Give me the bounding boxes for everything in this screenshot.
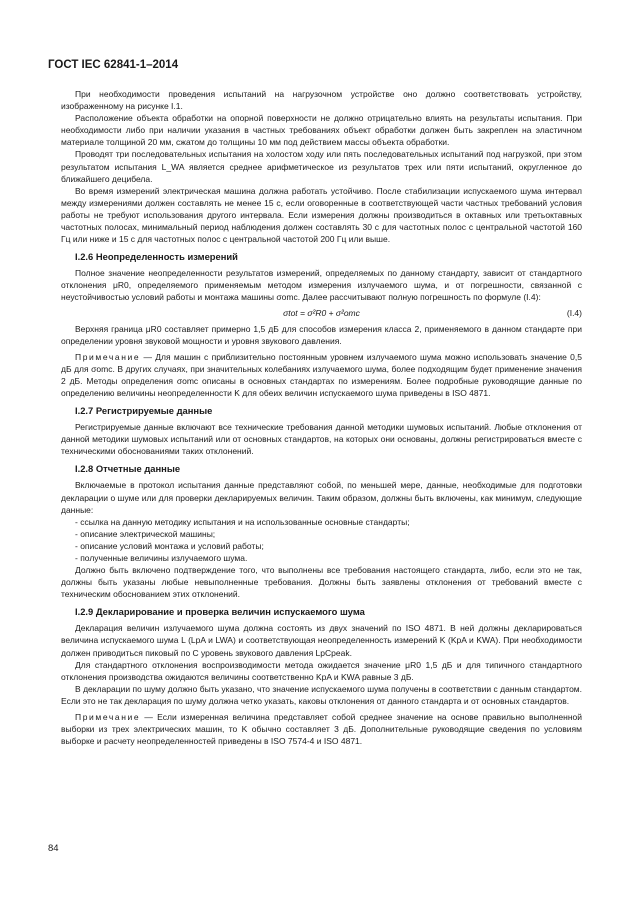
note-label: Примечание <box>75 712 141 723</box>
paragraph: Декларация величин излучаемого шума должна состоять из двух значений по ISO 4871. В ней должны декларироваться величина испускаемого шума L (LpA и LWA) и соответствующая неопределенность измерений K (KpA и KWA). При необходимости должен приводиться пиковый по C уровень звукового давления LpCpeak. <box>61 623 582 658</box>
paragraph: При необходимости проведения испытаний на нагрузочном устройстве оно должно соответствовать устройству, изображенному на рисунке I.1. <box>61 89 582 112</box>
section-heading-i27: I.2.7 Регистрируемые данные <box>75 405 213 417</box>
paragraph: Включаемые в протокол испытания данные представляют собой, по меньшей мере, данные, необходимые для подготовки декларации о шуме или для проверки декларируемых величин. Таким образом, должны быть включены, как минимум, следующие данные: <box>61 480 582 515</box>
paragraph: Должно быть включено подтверждение того, что выполнены все требования настоящего стандарта, либо, если это не так, должны быть указаны любые невыполненные требования. Должны быть заявлены отклонения от требований вместе с техническим обоснованием этих отклонений. <box>61 565 582 600</box>
paragraph: Верхняя граница μR0 составляет примерно 1,5 дБ для способов измерения класса 2, применяемого в данном стандарте при определении уровня звуковой мощности и уровня звукового давления. <box>61 323 582 346</box>
list-item: - ссылка на данную методику испытания и на использованные основные стандарты; <box>75 516 410 527</box>
note <box>61 711 582 747</box>
paragraph: Во время измерений электрическая машина должна работать устойчиво. После стабилизации испускаемого шума интервал между измерениями должен составлять не менее 15 с, если оговоренные в соответствующей части частных требований условия работы не требуют использования другого интервала. Если измерения должны производиться в октавных или третьоктавных частотных полосах, минимальный период наблюдения должен составлять 30 с для частотных полос с центральной частотой 160 Гц или ниже и 15 с для частотных полос с центральной частотой 200 Гц или выше. <box>61 185 582 245</box>
paragraph: Регистрируемые данные включают все технические требования данной методики шумовых испытаний. Любые отклонения от данной методики шумовых испытаний или от основных стандартов, на которых они основаны, должны регистрироваться вместе с техническими обоснованиями таких отклонений. <box>61 422 582 457</box>
paragraph: Для стандартного отклонения воспроизводимости метода ожидается значение μR0 1,5 дБ и для типичного стандартного отклонения производства ожидаются величины соответственно KpA и KWA равные 3 дБ. <box>61 659 582 682</box>
note <box>61 351 582 399</box>
page-body <box>61 88 582 747</box>
document-header: ГОСТ IEC 62841-1–2014 <box>48 59 179 71</box>
note-label: Примечание <box>75 351 141 362</box>
formula-number: (I.4) <box>566 307 582 318</box>
list-item: - полученные величины излучаемого шума. <box>75 553 248 563</box>
formula-i4 <box>61 307 582 319</box>
paragraph: В декларации по шуму должно быть указано, что значение испускаемого шума получены в соответствии с данным стандартом. Если это не так декларация по шуму должна четко указать, каковы отклонения от данного стандарта и от основных стандартов. <box>61 683 582 706</box>
paragraph: Полное значение неопределенности результатов измерений, определяемых по данному стандарту, зависит от стандартного отклонения μR0, определяемого применяемым методом измерения излучаемого шума, и от погрешности, связанной с неустойчивостью условий работы и монтажа машины σomc. Далее рассчитывают полную погрешность по формуле (I.4): <box>61 268 582 303</box>
paragraph: Расположение объекта обработки на опорной поверхности не должно отрицательно влиять на результаты испытания. При необходимости либо при наличии указания в частных требованиях объект обработки должен быть закреплен на эластичном материале толщиной 20 мм, сжатом до толщины 10 мм под действием массы объекта обработки. <box>61 113 582 148</box>
formula-expression: σtot = σ²R0 + σ²omc <box>283 307 360 318</box>
page-number: 84 <box>48 843 59 854</box>
section-heading-i28: I.2.8 Отчетные данные <box>75 463 181 475</box>
note-text: — Для машин с приблизительно постоянным уровнем излучаемого шума можно использовать значение 0,5 дБ для σomc. В других случаях, при значительных колебаниях излучаемого шума, более подходящим будет применение значения 2 дБ. Методы определения σomc описаны в основных стандартах по измерениям. Более подробные руководящие данные по определению величины неопределенности K для обеих величин испускаемого шума приведены в ISO 4871. <box>61 351 582 399</box>
paragraph: Проводят три последовательных испытания на холостом ходу или пять последовательных испытаний под нагрузкой, при этом результатом испытания L_WA является среднее арифметическое из результатов трех или пяти испытаний, округленное до ближайшего децибела. <box>61 149 582 184</box>
list-item: - описание электрической машины; <box>75 528 216 539</box>
section-heading-i29: I.2.9 Декларирование и проверка величин испускаемого шума <box>75 606 365 618</box>
note-text: — Если измеренная величина представляет собой среднее значение на основе правильно выполненной выборки из трех электрических машин, то K обычно составляет 3 дБ. Дополнительные руководящие сведения по условиям выборке и расчету неопределенностей приведены в ISO 7574-4 и ISO 4871. <box>61 712 582 747</box>
section-heading-i26: I.2.6 Неопределенность измерений <box>75 251 238 263</box>
list-item: - описание условий монтажа и условий работы; <box>75 540 264 551</box>
